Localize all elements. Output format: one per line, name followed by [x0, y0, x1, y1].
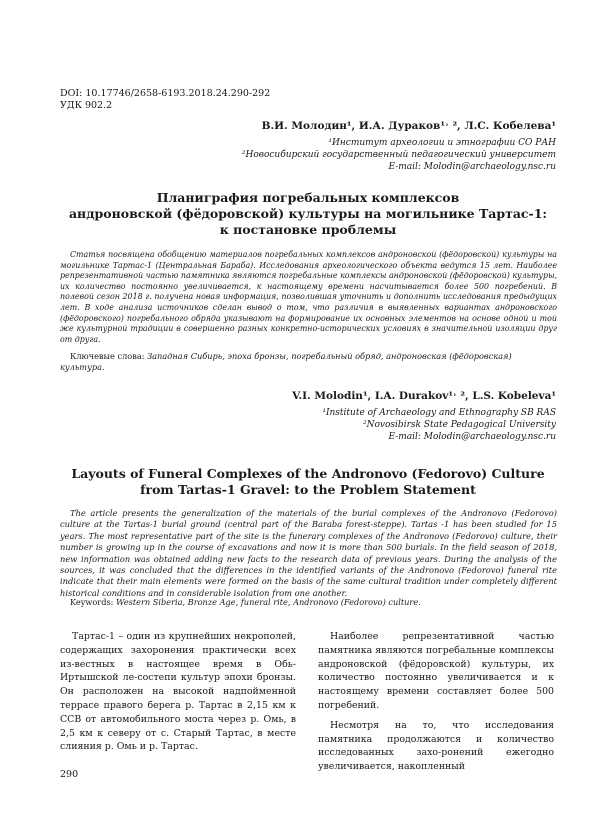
affiliation-1-en: ¹Institute of Archaeology and Ethnography SB RAS [322, 408, 556, 418]
affiliation-2-ru: ²Новосибирский государственный педагогический университет [241, 150, 556, 160]
title-ru-line-2: андроновской (фёдоровской) культуры на могильнике Тартас-1: [68, 206, 548, 221]
keywords-en-text: Western Siberia, Bronze Age, funeral rite, Andronovo (Fedorovo) culture. [116, 597, 421, 607]
body-column-right [318, 630, 554, 780]
abstract-en: The article presents the generalization of the materials of the burial complexes of the Andronovo (Fedorovo) culture at the Tartas-1 burial ground (central part of the Baraba forest-steppe). Tartas -1 has been studied for 15 years. The most representative part of the site is the funerary complexes of the Andronovo (Fedorovo) culture, their number is growing up in the course of excavations and now it is more than 500 burials. In the field season of 2018, new information was obtained adding new facts to the research data of previous years. During the analysis of the sources, it was concluded that the differences in the identified variants of the Andronovo (Fedorovo) funeral rite indicate that their main elements were formed on the basis of the same cultural tradition under completely different historical conditions and in considerable isolation from one another. [60, 508, 557, 598]
email-ru: E-mail: Molodin@archaeology.nsc.ru [388, 162, 556, 172]
body-paragraph: Тартас-1 – один из крупнейших некрополей, содержащих захоронения практически всех из-вестных в настоящее время в Обь-Иртышской ле-состепи культур эпохи бронзы. Он расположен на высокой надпойменной террасе правого берега р. Тартас в 2,15 км к ССВ от автомобильного моста через р. Омь, в 2,5 км к северу от с. Старый Тартас, в месте слияния р. Омь и р. Тартас. [60, 631, 296, 753]
affiliation-1-ru: ¹Институт археологии и этнографии СО РАН [328, 138, 556, 148]
title-en-line-1: Layouts of Funeral Complexes of the Andronovo (Fedorovo) Culture [71, 466, 545, 481]
doi: DOI: 10.17746/2658-6193.2018.24.290-292 [60, 88, 271, 99]
title-en [60, 466, 556, 498]
keywords-en-label: Keywords: [70, 597, 114, 607]
udk: УДК 902.2 [60, 100, 113, 111]
title-ru-line-3: к постановке проблемы [219, 222, 397, 237]
affiliation-2-en: ²Novosibirsk State Pedagogical University [363, 420, 556, 430]
keywords-ru-label: Ключевые слова: [70, 351, 145, 361]
body-column-left [60, 630, 296, 760]
keywords-ru-text: Западная Сибирь, эпоха бронзы, погребальный обряд, андроновская (фёдоровская) культура. [60, 351, 512, 372]
body-paragraph: Несмотря на то, что исследования памятника продолжаются и количество исследованных захо-ронений ежегодно увеличивается, накопленный [318, 719, 554, 773]
page-number: 290 [60, 769, 79, 780]
title-en-line-2: from Tartas-1 Gravel: to the Problem Statement [140, 482, 476, 497]
keywords-en [60, 597, 557, 608]
title-ru-line-1: Планиграфия погребальных комплексов [156, 190, 460, 205]
body-paragraph: Наиболее репрезентативной частью памятника являются погребальные комплексы андроновской (фёдоровской) культуры, их количество постоянно увеличивается и к настоящему времени составляет более 500 погребений. [318, 631, 554, 711]
authors-en: V.I. Molodin¹, I.A. Durakov¹˒ ², L.S. Kobeleva¹ [292, 390, 556, 402]
abstract-ru: Статья посвящена обобщению материалов погребальных комплексов андроновской (фёдоровской) культуры на могильнике Тартас-1 (Центральная Барабa). Исследования археологического объекта ведутся 15 лет. Наиболее репрезентативной частью памятника являются погребальные комплексы андроновской (фёдоровской) культуры, их количество постоянно увеличивается, к настоящему времени насчитывается более 500 погребений. В полевой сезон 2018 г. получена новая информация, позволившая уточнить и дополнить исследования предыдущих лет. В ходе анализа источников сделан вывод о том, что различия в выявленных вариантах андроновского (фёдоровского) погребального обряда указывают на формирование их основных элементов на основе одной и той же культурной традиции в совершенно разных конкретно-исторических условиях в значительной изоляции друг от друга. [60, 250, 557, 344]
authors-ru: В.И. Молодин¹, И.А. Дураков¹˒ ², Л.С. Кобелева¹ [261, 120, 556, 132]
email-en: E-mail: Molodin@archaeology.nsc.ru [388, 432, 556, 442]
keywords-ru [60, 351, 557, 373]
title-ru [60, 190, 556, 238]
